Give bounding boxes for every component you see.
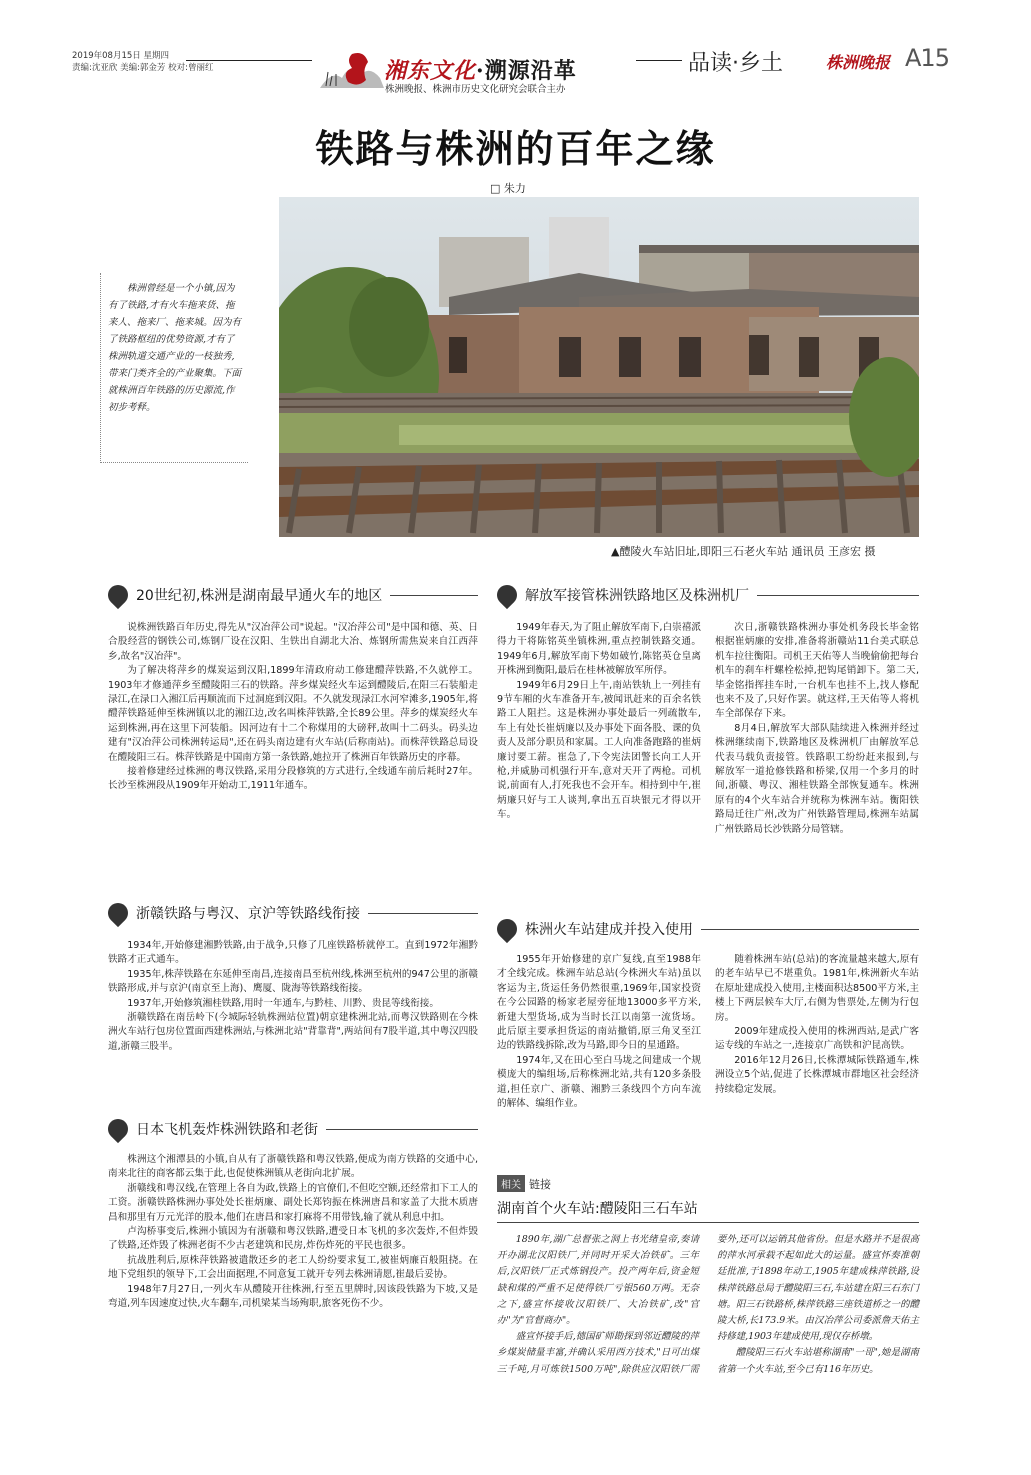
section-heading-rule (390, 595, 478, 596)
paragraph: 为了解决将萍乡的煤炭运到汉阳,1899年清政府动工修建醴萍铁路,不久就停工。1903年才修通萍乡至醴陵阳三石的铁路。萍乡煤炭经火车运到醴陵后,在阳三石装船走渌江,在渌口入湘江后再顺流而下过洞庭到汉阳。不久就发现渌江水河窄滩多,1905年,将醴萍铁路延伸至株洲镇以北的湘江边,改名叫株萍铁路,全长89公里。萍乡的煤炭经火车运到株洲,再在这里下河装船。因河边有十二个称煤用的大磅秤,故叫十二码头。码头边建有"汉冶萍公司株洲转运局",还在码头南边建有火车站(后称南站)。而株萍铁路总局设在醴陵阳三石。株萍铁路是中国南方第一条铁路,她拉开了株洲百年铁路历史的序幕。 (108, 665, 478, 763)
section-heading-text: 日本飞机轰炸株洲铁路和老街 (136, 1122, 318, 1138)
paragraph: 1949年春天,为了阻止解放军南下,白崇禧派得力干将陈铭英坐镇株洲,重点控制铁路交通。1949年6月,解放军南下势如破竹,陈铭英仓皇离开株洲到衡阳,最后在桂林被解放军所俘。 (497, 622, 701, 677)
paragraph: 1955年开始修建的京广复线,直至1988年才全线完成。株洲车站总站(今株洲火车站)虽以客运为主,货运任务仍然很重,1969年,国家投资在今公园路的杨家老屋旁征地13000多平方米,新建大型货场,成为当时长江以南第一流货场。此后原主要承担货运的南站撤销,原三角叉至江边的铁路线拆除,改为马路,即今日的星通路。 (497, 954, 701, 1052)
section-heading-rule (701, 929, 919, 930)
paragraph: 1948年7月27日,一列火车从醴陵开往株洲,行至五里牌时,因该段铁路为下坡,又是弯道,列车因速度过快,火车翻车,司机梁某当场殉职,旅客死伤不少。 (108, 1283, 478, 1310)
masthead-title-red: 湘东文化 (384, 58, 477, 84)
section-heading-text: 浙赣铁路与粤汉、京沪等铁路线衔接 (136, 906, 360, 922)
related-rule (497, 1222, 919, 1223)
paper-logo: 株洲晚报 (826, 53, 891, 72)
paragraph: 卢沟桥事变后,株洲小镇因为有浙赣和粤汉铁路,遭受日本飞机的多次轰炸,不但炸毁了铁路,还炸毁了株洲老街不少古老建筑和民房,炸伤炸死的平民也很多。 (108, 1226, 478, 1252)
related-body (497, 1232, 919, 1422)
section-heading-rule (757, 595, 919, 596)
paragraph: 醴陵阳三石火车站堪称湖南"一哥",她是湖南省第一个火车站,至今已有116年历史。 (717, 1347, 919, 1375)
drop-bullet-icon (104, 1115, 132, 1143)
related-label-text: 链接 (529, 1177, 551, 1191)
section-heading-rule (326, 1129, 478, 1130)
drop-bullet-icon (493, 915, 521, 943)
paragraph: 1937年,开始修筑湘桂铁路,用时一年通车,与黔桂、川黔、贵昆等线衔接。 (127, 997, 439, 1009)
masthead-landscape-icon (318, 48, 388, 94)
header-meta (72, 50, 302, 74)
section-4-body (497, 621, 919, 915)
masthead-title-dot: · (476, 58, 485, 84)
issue-date: 2019年08月15日 星期四 (72, 51, 169, 61)
drop-bullet-icon (493, 581, 521, 609)
paragraph: 1949年6月29日上午,南站铁轨上一列挂有9节车厢的火车准备开车,被闻讯赶来的百余名铁路工人阻拦。这是株洲办事处最后一列疏散车,车上有处长崔炳廉以及办事处下面各股、课的负责人及部分职员和家属。工人向准备跑路的崔炳廉讨要工薪。崔急了,下令宪法团警长向工人开枪,并威胁司机强行开车,意对天开了两枪。司机说,前面有人,打死我也不会开车。相持到中午,崔炳廉只好与工人谈判,拿出五百块银元才得以开车。 (497, 679, 701, 821)
section-heading-1 (108, 583, 478, 607)
paragraph: 浙赣铁路在南岳岭下(今城际轻轨株洲站位置)朝京建株洲北站,而粤汉铁路则在今株洲火车站行包房位置面西建株洲站,与株洲北站"背靠背",两站间有7股半道,其中粤汉四股道,浙赣三股半。 (108, 1012, 478, 1052)
paragraph: 1934年,开始修建湘黔铁路,由于战争,只修了几座铁路桥就停工。直到1972年湘黔铁路才正式通车。 (108, 940, 478, 966)
related-label (497, 1175, 551, 1192)
paragraph: 接着修建经过株洲的粤汉铁路,采用分段修筑的方式进行,全线通车前后耗时27年。长沙至株洲段从1909年开始动工,1911年通车。 (108, 766, 478, 792)
section-heading-5 (497, 917, 919, 941)
paragraph: 株洲这个湘潭县的小镇,自从有了浙赣铁路和粤汉铁路,便成为南方铁路的交通中心,南来北往的商客都云集于此,也促使株洲镇从老街向北扩展。 (108, 1154, 478, 1180)
section-3-body (108, 1153, 478, 1311)
section-heading-text: 株洲火车站建成并投入使用 (525, 922, 693, 938)
paragraph: 说株洲铁路百年历史,得先从"汉冶萍公司"说起。"汉冶萍公司"是中国和德、英、日合股经营的钢铁公司,炼钢厂设在汉阳、生铁出自湖北大冶、炼钢所需焦炭来自江西萍乡,故名"汉冶萍"。 (108, 622, 478, 662)
paragraph: 浙赣线和粤汉线,在管理上各自为政,铁路上的官僚们,不但吃空额,还经常扣下工人的工资。浙赣铁路株洲办事处处长崔炳廉、副处长郑钧振在株洲唐昌和家盖了大批木质唐昌和那里有万元光洋的股本,他们在唐昌和家打麻将不用带钱,输了就从利息中扣。 (108, 1182, 478, 1223)
paragraph: 2016年12月26日,长株潭城际铁路通车,株洲设立5个站,促进了长株潭城市群地区社会经济持续稳定发展。 (715, 1054, 919, 1095)
byline: □ 朱力 (490, 182, 526, 195)
header-rule-left (186, 60, 312, 61)
intro-text: 株洲曾经是一个小镇,因为有了铁路,才有火车拖来货、拖来人、拖来厂、拖来城。因为有了铁路枢纽的优势资源,才有了株洲轨道交通产业的一枝独秀,带来门类齐全的产业聚集。下面就株洲百年铁路的历史源流,作初步考释。 (108, 283, 242, 413)
section-heading-4 (497, 583, 919, 607)
article-title: 铁路与株洲的百年之缘 (315, 127, 716, 171)
section-5-body (497, 953, 919, 1165)
railway-station-photo (279, 197, 919, 537)
photo-illustration (279, 197, 919, 537)
paragraph: 盛宣怀接手后,德国矿师勘探到邻近醴陵的萍乡煤炭储量丰富,并确认采用西方技术,"日可出煤三千吨,月可炼铁1500万吨",除供应汉阳铁厂需要外,还可以运销其他省份。但是水路并不是很高的萍水河承载不起如此大的运量。盛宣怀奏准朝廷批准,于1898年动工,1905年建成株萍铁路,设株萍铁路总局于醴陵阳三石,车站建在阳三石东门塘。阳三石铁路桥,株萍铁路三座铁道桥之一的醴陵大桥,长173.9米。由汉冶萍公司委派詹天佑主持修建,1903年建成使用,现仅存桥墩。 (497, 1234, 919, 1375)
paragraph: 次日,浙赣铁路株洲办事处机务段长毕金铭根据崔炳廉的安排,准备将浙赣站11台美式联总机车拉往衡阳。司机王天佑等人当晚偷偷把每台机车的刹车杆螺栓松掉,把钩尾销卸下。第二天,毕金铭指挥挂车时,一台机车也挂不上,找人修配也来不及了,只好作罢。就这样,王天佑等人将机车全部保存下来。 (715, 622, 919, 720)
section-label: 品读·乡土 (688, 51, 783, 76)
photo-caption: ▲醴陵火车站旧址,即阳三石老火车站 通讯员 王彦宏 摄 (611, 545, 876, 558)
section-heading-text: 解放军接管株洲铁路地区及株洲机厂 (525, 588, 749, 604)
page-number: A15 (905, 44, 949, 72)
masthead-title-black: 溯源沿革 (484, 58, 577, 84)
section-2-body (108, 939, 478, 1054)
section-heading-rule (368, 913, 478, 914)
staff-line: 责编:沈亚欣 美编:郭金芳 校对:曾丽红 (72, 63, 214, 73)
paragraph: 8月4日,解放军大部队陆续进入株洲并经过株洲继续南下,铁路地区及株洲机厂由解放军总代表马载负责接管。铁路职工纷纷赶来报到,与解放军一道抢修铁路和桥梁,仅用一个多月的时间,浙赣、粤汉、湘桂铁路全部恢复通车。株洲原有的4个火车站合并统称为株洲车站。衡阳铁路局迁往广州,改为广州铁路管理局,株洲车站属广州铁路局长沙铁路分局管辖。 (715, 722, 919, 835)
drop-bullet-icon (104, 581, 132, 609)
section-heading-text: 20世纪初,株洲是湖南最早通火车的地区 (136, 588, 383, 604)
drop-bullet-icon (104, 899, 132, 927)
paragraph: 抗战胜利后,原株萍铁路被遣散还乡的老工人纷纷要求复工,被崔炳廉百般阻挠。在地下党组织的领导下,工会出面据理,不同意复工就开专列去株洲请愿,崔最后妥协。 (108, 1254, 478, 1281)
paragraph: 随着株洲车站(总站)的客流量越来越大,原有的老车站早已不堪重负。1981年,株洲新火车站在原址建成投入使用,主楼面积达8500平方米,主楼上下两层候车大厅,右侧为售票处,左侧为行包房。 (715, 954, 919, 1023)
section-heading-3 (108, 1117, 478, 1141)
section-heading-2 (108, 901, 478, 925)
masthead-subtitle: 株洲晚报、株洲市历史文化研究会联合主办 (385, 84, 566, 95)
paragraph: 2009年建成投入使用的株洲西站,是武广客运专线的车站之一,连接京广高铁和沪昆高铁。 (715, 1026, 919, 1052)
paragraph: 1974年,又在田心至白马垅之间建成一个规模庞大的编组场,后称株洲北站,共有120多条股道,担任京广、浙赣、湘黔三条线四个方向车流的解体、编组作业。 (497, 1054, 701, 1110)
section-1-body (108, 621, 478, 794)
paragraph: 1890年,湖广总督张之洞上书光绪皇帝,奏请开办湖北汉阳铁厂,并同时开采大冶铁矿。三年后,汉阳铁厂正式炼钢投产。投产两年后,资金短缺和煤的严重不足使得铁厂亏银560万两。无奈之下,盛宣怀接收汉阳铁厂、大冶铁矿,改"官办"为"官督商办"。 (497, 1234, 699, 1327)
related-title: 湖南首个火车站:醴陵阳三石车站 (497, 1201, 698, 1217)
related-label-box: 相关 (497, 1175, 525, 1192)
paragraph: 1935年,株萍铁路在东延伸至南昌,连接南昌至杭州线,株洲至杭州的947公里的浙赣铁路形成,并与京沪(南京至上海)、鹰厦、陇海等铁路线衔接。 (108, 968, 478, 995)
